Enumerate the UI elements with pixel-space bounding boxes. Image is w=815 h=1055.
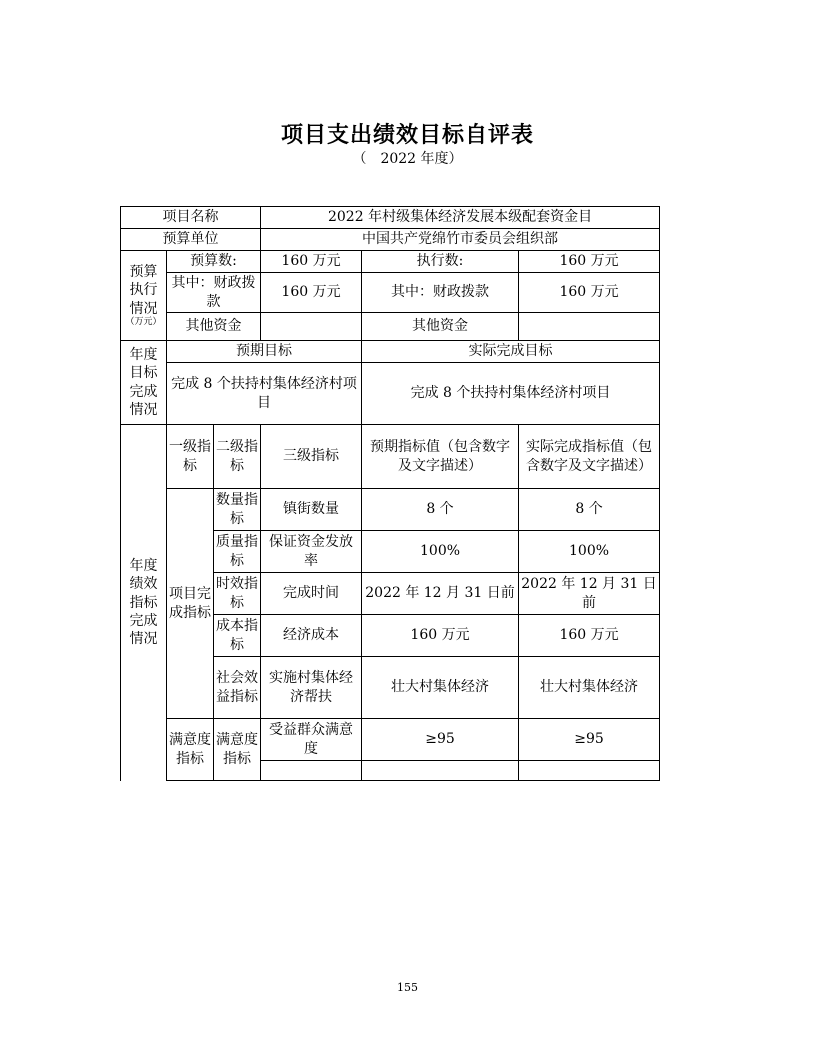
satisfaction-expected: ≥95	[362, 719, 519, 761]
col-expected: 预期指标值（包含数字及文字描述）	[362, 425, 519, 489]
table-row-expected: 100%	[362, 531, 519, 573]
table-row-level3: 保证资金发放率	[261, 531, 362, 573]
col-level2: 二级指标	[214, 425, 261, 489]
empty-cell	[261, 761, 362, 781]
exec-amount-label: 执行数:	[362, 251, 519, 273]
project-name-label: 项目名称	[121, 207, 261, 229]
table-row-level3: 完成时间	[261, 573, 362, 615]
satisfaction-level1: 满意度指标	[167, 719, 214, 781]
annual-goal-label: 年度目标完成情况	[121, 341, 167, 425]
other-funds-value-right	[519, 313, 660, 341]
page-number: 155	[397, 981, 418, 994]
satisfaction-level3: 受益群众满意度	[261, 719, 362, 761]
table-row-actual: 2022 年 12 月 31 日前	[519, 573, 660, 615]
col-actual: 实际完成指标值（包含数字及文字描述）	[519, 425, 660, 489]
expected-goal-text: 完成 8 个扶持村集体经济村项目	[167, 363, 362, 425]
satisfaction-actual: ≥95	[519, 719, 660, 761]
table-row-expected: 8 个	[362, 489, 519, 531]
other-funds-label-left: 其他资金	[167, 313, 261, 341]
table-row-level3: 实施村集体经济帮扶	[261, 657, 362, 719]
project-name-value: 2022 年村级集体经济发展本级配套资金目	[261, 207, 660, 229]
exec-amount-value: 160 万元	[519, 251, 660, 273]
budget-unit-value: 中国共产党绵竹市委员会组织部	[261, 229, 660, 251]
table-row-level2: 社会效益指标	[214, 657, 261, 719]
col-level3: 三级指标	[261, 425, 362, 489]
perf-label: 年度绩效指标完成情况	[121, 425, 167, 781]
budget-amount-label: 预算数:	[167, 251, 261, 273]
budget-amount-value: 160 万元	[261, 251, 362, 273]
budget-exec-unit: （万元）	[125, 316, 162, 327]
page-title: 项目支出绩效目标自评表	[280, 123, 534, 148]
actual-goal-text: 完成 8 个扶持村集体经济村项目	[362, 363, 660, 425]
budget-exec-label-cell	[121, 251, 167, 341]
fiscal-label-left: 其中：财政拨款	[167, 273, 261, 313]
col-level1: 一级指标	[167, 425, 214, 489]
fiscal-value-left: 160 万元	[261, 273, 362, 313]
empty-cell	[362, 761, 519, 781]
year-line: （ 2022 年度）	[352, 151, 463, 167]
table-row-actual: 8 个	[519, 489, 660, 531]
other-funds-label-right: 其他资金	[362, 313, 519, 341]
expected-goal-header: 预期目标	[167, 341, 362, 363]
budget-exec-label: 预算执行情况	[129, 264, 158, 317]
performance-table	[120, 206, 660, 781]
actual-goal-header: 实际完成目标	[362, 341, 660, 363]
table-row-level2: 数量指标	[214, 489, 261, 531]
empty-cell	[519, 761, 660, 781]
table-row-level2: 时效指标	[214, 573, 261, 615]
satisfaction-level2: 满意度指标	[214, 719, 261, 781]
table-row-actual: 160 万元	[519, 615, 660, 657]
table-row-level2: 成本指标	[214, 615, 261, 657]
table-row-actual: 100%	[519, 531, 660, 573]
table-row-expected: 壮大村集体经济	[362, 657, 519, 719]
fiscal-label-right: 其中：财政拨款	[362, 273, 519, 313]
table-row-expected: 2022 年 12 月 31 日前	[362, 573, 519, 615]
table-row-expected: 160 万元	[362, 615, 519, 657]
table-row-level3: 经济成本	[261, 615, 362, 657]
fiscal-value-right: 160 万元	[519, 273, 660, 313]
table-row-level2: 质量指标	[214, 531, 261, 573]
other-funds-value-left	[261, 313, 362, 341]
project-completion-label: 项目完成指标	[167, 489, 214, 719]
table-row-level3: 镇街数量	[261, 489, 362, 531]
table-row-actual: 壮大村集体经济	[519, 657, 660, 719]
budget-unit-label: 预算单位	[121, 229, 261, 251]
